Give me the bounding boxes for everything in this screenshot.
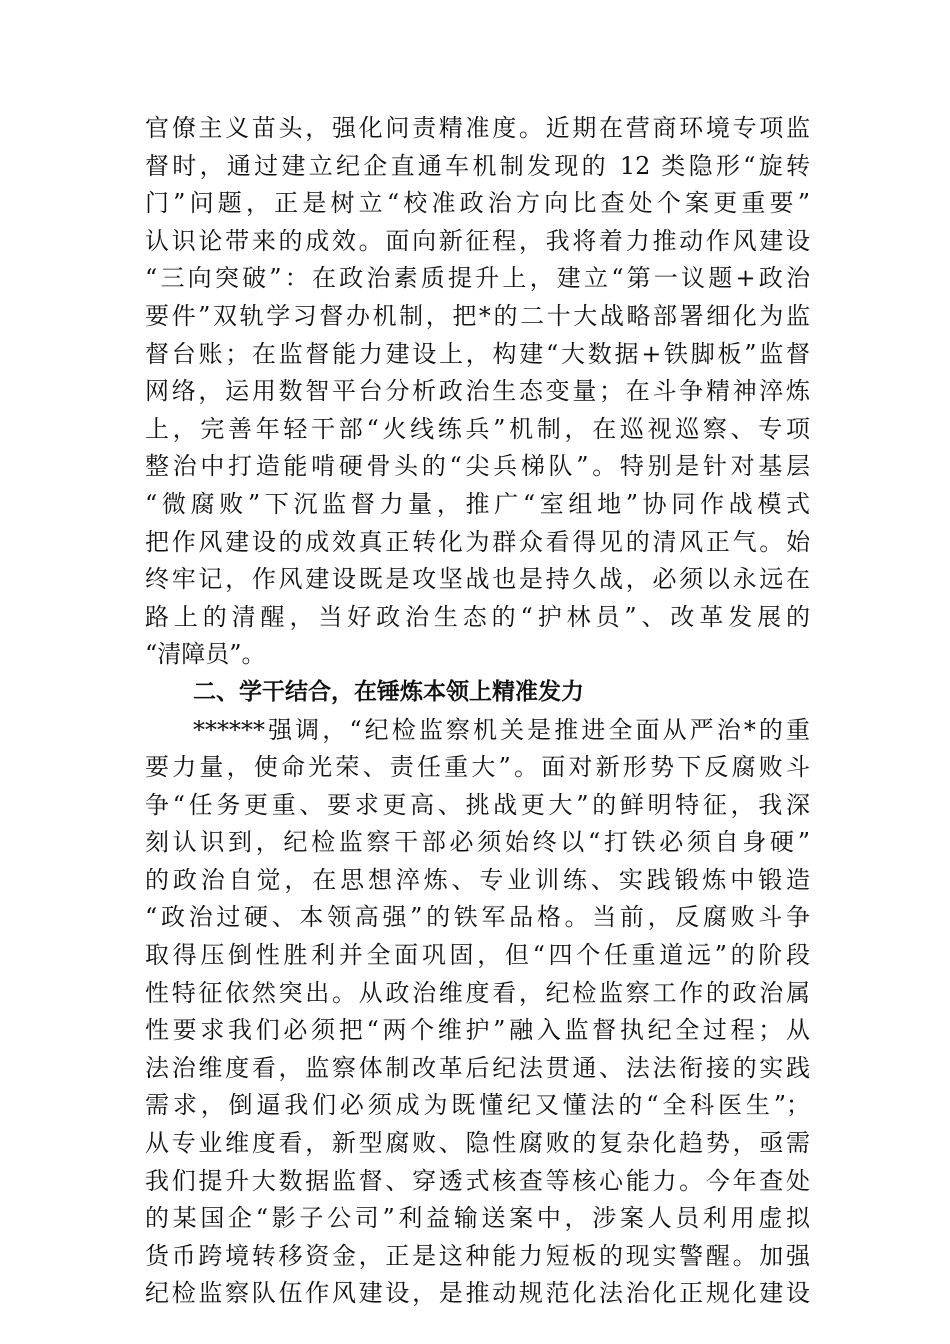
paragraph-2 [145,712,810,1314]
section-heading: 二、学干结合，在锤炼本领上精准发力 [193,678,584,705]
paragraph-line: 官僚主义苗头，强化问责精准度。近期在营商环境专项监 [145,114,810,142]
paragraph-line: 终牢记，作风建设既是攻坚战也是持久战，必须以永远在 [145,565,810,594]
paragraph-line: 性特征依然突出。从政治维度看，纪检监察工作的政治属 [145,978,810,1007]
paragraph-line: 刻认识到，纪检监察干部必须始终以“打铁必须自身硬” [145,828,810,857]
paragraph-line: 性要求我们必须把“两个维护”融入监督执纪全过程；从 [145,1016,810,1045]
paragraph-line: 把作风建设的成效真正转化为群众看得见的清风正气。始 [145,527,810,556]
paragraph-line: 纪检监察队伍作风建设，是推动规范化法治化正规化建设 [145,1279,810,1308]
paragraph-line: 货币跨境转移资金，正是这种能力短板的现实警醒。加强 [145,1241,810,1270]
paragraph-line: “三向突破”：在政治素质提升上，建立“第一议题+政治 [145,264,810,293]
paragraph-line: 的政治自觉，在思想淬炼、专业训练、实践锻炼中锻造 [145,865,810,894]
paragraph-line: 督时，通过建立纪企直通车机制发现的 12 类隐形“旋转 [145,151,810,180]
paragraph-line: “清障员”。 [145,640,266,669]
paragraph-line: 从专业维度看，新型腐败、隐性腐败的复杂化趋势，亟需 [145,1129,810,1158]
paragraph-line: “微腐败”下沉监督力量，推广“室组地”协同作战模式 [145,489,810,518]
paragraph-line: 争“任务更重、要求更高、挑战更大”的鲜明特征，我深 [145,790,810,819]
document-body [145,110,810,1313]
paragraph-line: 需求，倒逼我们必须成为既懂纪又懂法的“全科医生”； [145,1091,810,1120]
paragraph-line: ******强调，“纪检监察机关是推进全面从严治*的重 [193,715,810,744]
paragraph-1 [145,110,810,674]
paragraph-line: 法治维度看，监察体制改革后纪法贯通、法法衔接的实践 [145,1053,810,1082]
paragraph-line: 督台账；在监督能力建设上，构建“大数据+铁脚板”监督 [145,339,810,368]
paragraph-line: 上，完善年轻干部“火线练兵”机制，在巡视巡察、专项 [145,414,810,443]
paragraph-line: 要件”双轨学习督办机制，把*的二十大战略部署细化为监 [145,301,810,330]
paragraph-line: 认识论带来的成效。面向新征程，我将着力推动作风建设 [145,226,810,255]
paragraph-line: 路上的清醒，当好政治生态的“护林员”、改革发展的 [145,602,810,631]
paragraph-line: “政治过硬、本领高强”的铁军品格。当前，反腐败斗争 [145,903,810,932]
paragraph-line: 取得压倒性胜利并全面巩固，但“四个任重道远”的阶段 [145,941,810,970]
paragraph-line: 的某国企“影子公司”利益输送案中，涉案人员利用虚拟 [145,1204,810,1233]
paragraph-line: 要力量，使命光荣、责任重大”。面对新形势下反腐败斗 [145,753,810,782]
paragraph-line: 我们提升大数据监督、穿透式核查等核心能力。今年查处 [145,1166,810,1195]
paragraph-line: 网络，运用数智平台分析政治生态变量；在斗争精神淬炼 [145,377,810,406]
paragraph-line: 门”问题，正是树立“校准政治方向比查处个案更重要” [145,189,810,218]
paragraph-line: 整治中打造能啃硬骨头的“尖兵梯队”。特别是针对基层 [145,452,810,481]
